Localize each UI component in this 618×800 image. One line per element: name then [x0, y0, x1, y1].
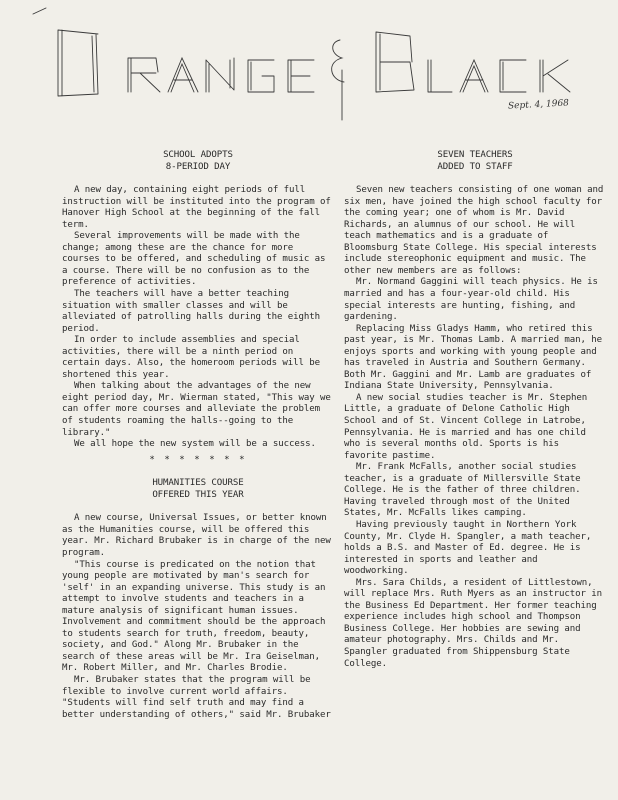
paragraph: We all hope the new system will be a success. — [74, 439, 316, 450]
paragraph: Seven new teachers consisting of one woman and six men, have joined the high school faculty for the coming year; one of whom is Mr. David Richards, an alumnus of our school. He will teach mathematics and is a graduate of Bloomsburg State College. His special interests include stereophonic equipment and music. The other new members are as follows: — [344, 185, 604, 276]
section-divider: * * * * * * * — [149, 454, 247, 465]
paragraph: A new course, Universal Issues, or better known as the Humanities course, will be offered this year. Mr. Richard Brubaker is in charge of the new program. — [62, 513, 331, 558]
paragraph: Replacing Miss Gladys Hamm, who retired this past year, is Mr. Thomas Lamb. A married man, he enjoys sports and working with young people and has traveled in Austria and Southern Germany. Both Mr. Gaggini and Mr. Lamb are graduates of Indiana State University, Pennsylvania. — [344, 323, 602, 392]
paragraph: A new social studies teacher is Mr. Stephen Little, a graduate of Delone Catholic High School and of St. Vincent College in Latrobe, Pennsylvania. He is married and has one child who is several months old. Sports is his favorite pastime. — [344, 392, 588, 461]
paragraph: "This course is predicated on the notion that young people are motivated by man's search for 'self' in an expanding universe. This study is an attempt to involve students and teachers in a mature analysis of significant human issues. Involvement and commitment should be the approach to students search for truth, freedom, beauty, society, and God." Along Mr. Brubaker in the search of these areas will be Mr. Ira Geiselman, Mr. Robert Miller, and Mr. Charles Brodie. — [62, 559, 326, 674]
article-headline: SCHOOL ADOPTS — [163, 150, 233, 160]
paragraph: The teachers will have a better teaching situation with smaller classes and will be alleviated of patrolling halls during the eighth period. — [62, 289, 320, 334]
article-headline: 8-PERIOD DAY — [165, 161, 231, 172]
article-headline: HUMANITIES COURSE — [152, 478, 244, 489]
paragraph: Mr. Normand Gaggini will teach physics. He is married and has a four-year-old child. His special interests are hunting, fishing, and gardening. — [344, 277, 598, 323]
paragraph: Having previously taught in Northern York County, Mr. Clyde H. Spangler, a math teacher, holds a B.S. and Master of Ed. degree. He is interested in sports and leather and woodworking. — [344, 519, 592, 577]
paragraph: When talking about the advantages of the new eight period day, Mr. Wierman stated, "This way we can offer more courses and alleviate the problem of students roaming the halls--going to the library." — [62, 381, 331, 438]
paragraph: Mr. Frank McFalls, another social studies teacher, is a graduate of Millersville State College. He is the father of three children. Having traveled through most of the United States, Mr. McFalls likes camping. — [344, 462, 581, 519]
left-column — [62, 150, 334, 721]
issue-date: Sept. 4, 1968 — [507, 98, 570, 112]
article-headline: OFFERED THIS YEAR — [152, 489, 244, 500]
paragraph: A new day, containing eight periods of full instruction will be instituted into the program of Hanover High School at the beginning of the fall term. — [62, 185, 331, 230]
right-column — [344, 150, 606, 670]
paragraph: Several improvements will be made with the change; among these are the chance for more courses to be offered, and scheduling of music as a course. There will be no confusion as to the preference of activities. — [62, 231, 326, 288]
paragraph: Mrs. Sara Childs, a resident of Littlestown, will replace Mrs. Ruth Myers as an instructor in the Business Ed Department. Her former teaching experience includes high school and Thompson Business College. Her hobbies are sewing and amateur photography. Mrs. Childs and Mr. Spangler graduated from Shippensburg State College. — [344, 577, 602, 669]
paragraph: Mr. Brubaker states that the program will be flexible to involve current world affairs. "Students will find self truth and may find a better understanding of others," said Mr. Brubaker — [62, 674, 331, 720]
paragraph: In order to include assemblies and special activities, there will be a ninth period on certain days. Also, the homeroom periods will be shortened this year. — [62, 335, 320, 380]
article-headline: ADDED TO STAFF — [437, 161, 513, 172]
article-headline: SEVEN TEACHERS — [437, 150, 513, 160]
masthead-logo — [0, 0, 618, 140]
